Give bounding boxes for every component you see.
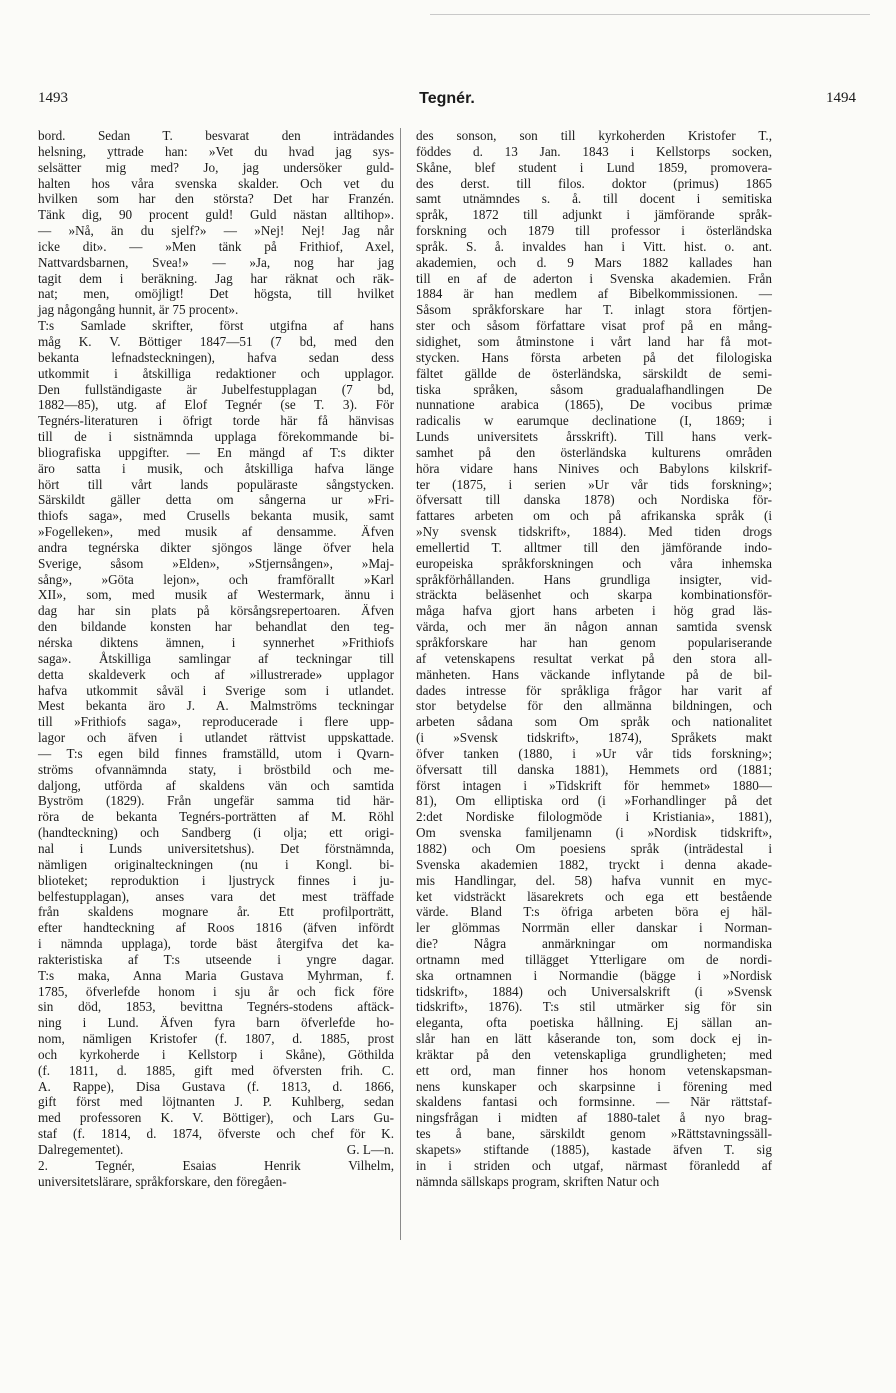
- text-line: röra de bekanta Tegnérs-porträtten af M. Röhl: [38, 809, 394, 825]
- text-line: måga hafva gjort hans arbeten i hög grad läs-: [416, 603, 772, 619]
- text-line: språkförhållanden. Hans grundliga insigter, vid-: [416, 571, 772, 587]
- text-line: sin död, 1853, bevittna Tegnérs-stodens aftäck-: [38, 999, 394, 1015]
- text-line: T:s maka, Anna Maria Gustava Myhrman, f.: [38, 967, 394, 983]
- text-line: staf (f. 1814, d. 1874, öfverste och chef för K.: [38, 1126, 394, 1142]
- text-line: värde. Bland T:s öfriga arbeten böra ej häl-: [416, 904, 772, 920]
- text-line: fältet gällde de österländska, särskildt de semi-: [416, 365, 772, 381]
- text-line: arbeten sådana som Om språk och nationalitet: [416, 714, 772, 730]
- text-line: Såsom språkforskare har T. inlagt stora förtjen-: [416, 302, 772, 318]
- text-line: nunnatione arabica (1865), De vocibus primæ: [416, 397, 772, 413]
- text-line: till de i sistnämnda upplaga förekommande bi-: [38, 429, 394, 445]
- text-line: öfversatt till danska 1881), Hemmets ord (1881;: [416, 761, 772, 777]
- text-line: i nämnda upplaga), torde bäst återgifva det ka-: [38, 936, 394, 952]
- text-line: rakteristiska af T:s utseende i yngre dagar.: [38, 951, 394, 967]
- text-line: mis Handlingar, del. 58) hafva vunnit en myc-: [416, 872, 772, 888]
- text-line: skaldens fantasi och formsinne. — När rättstaf-: [416, 1094, 772, 1110]
- text-line: språkforskare har han genom populariserande: [416, 635, 772, 650]
- text-line: thiofs saga», med Crusells bekanta musik, samt: [38, 508, 394, 524]
- text-line: Den fullständigaste är Jubelfestupplagan (7 bd,: [38, 381, 394, 397]
- text-line: 1785, öfverlefde honom i sju år och fick före: [38, 983, 394, 999]
- text-line: och kyrkoherde i Kellstorp i Skåne), Göthilda: [38, 1046, 394, 1062]
- text-line: utkommit i åtskilliga redaktioner och upplagor.: [38, 365, 394, 381]
- text-line: Om svenska familjenamn (i »Nordisk tidskrift»,: [416, 825, 772, 841]
- text-line: Nattvardsbarnen, Svea!» — »Ja, nog har jag: [38, 254, 394, 270]
- text-line: XII», som, med musik af Westermark, ännu i: [38, 587, 394, 603]
- text-line: Mest bekanta äro J. A. Malmströms teckningar: [38, 698, 394, 714]
- text-line: Skåne, blef student i Lund 1859, promovera-: [416, 159, 772, 175]
- text-line: Tegnérs-literaturen i öfrigt torde här få hänvisas: [38, 413, 394, 429]
- text-line: stor betydelse för den allmänna bildningen, och: [416, 698, 772, 714]
- text-line: stycken. Hans första arbeten på det filologiska: [416, 349, 772, 365]
- text-line: nérska diktens ämnen, i synnerhet »Frithiofs: [38, 635, 394, 650]
- text-line: »Ny svensk tidskrift», 1884). Med tiden drogs: [416, 524, 772, 540]
- text-line: ströms ofvannämnda staty, i bröstbild och me-: [38, 761, 394, 777]
- text-line: sång», »Göta lejon», och framförallt »Karl: [38, 571, 394, 587]
- text-line: »Fogelleken», med musik af densamme. Äfven: [38, 524, 394, 540]
- text-line: ning i Lund. Äfven fyra barn öfverlefde ho-: [38, 1015, 394, 1031]
- text-line: halten hos våra svenska skalder. Och vet du: [38, 175, 394, 191]
- text-line: öfversatt till danska 1878) och Nordiska för-: [416, 492, 772, 508]
- text-line: höra vidare hans Ninives och Babylons kilskrif-: [416, 460, 772, 476]
- text-line: ler glömmas Norrmän eller danskar i Norman-: [416, 920, 772, 936]
- text-line: tidskrift», 1876). T:s stil utmärker sig för sin: [416, 999, 772, 1015]
- text-line: nom, nämligen Kristofer (f. 1807, d. 1885, prost: [38, 1031, 394, 1047]
- text-line: Byström (1829). Från ungefär samma tid här-: [38, 793, 394, 809]
- text-line: språk, 1872 till adjunkt i jämförande språk-: [416, 207, 772, 223]
- text-line: universitetslärare, språkforskare, den föregåen-: [38, 1173, 287, 1189]
- text-line: ningsfrågan i midten af 1880-talet å nyo brag-: [416, 1110, 772, 1126]
- text-line: in i striden och utgaf, närmast föranledd af: [416, 1157, 772, 1173]
- text-line: dades intresse för språkliga frågor har varit af: [416, 682, 772, 698]
- text-line: nämligen originalteckningen (nu i Kongl. bi-: [38, 856, 394, 872]
- text-line: Särskildt gäller detta om sångerna ur »Fri-: [38, 492, 394, 508]
- text-line: die? Några anmärkningar om normandiska: [416, 936, 772, 952]
- text-line: ortnamn med tillägget Ytterligare om de nordi-: [416, 951, 772, 967]
- text-line: den bildande konsten har behandlat den teg-: [38, 619, 394, 635]
- text-line: 81), Om elliptiska ord (i »Forhandlinger på det: [416, 793, 772, 809]
- text-line: T:s Samlade skrifter, först utgifna af hans: [38, 318, 394, 334]
- text-line: samt utnämndes s. å. till docent i semitiska: [416, 191, 772, 207]
- text-line: hört till vårt lands populäraste sångstycken.: [38, 476, 394, 492]
- text-line: europeiska språkforskningen och våra inhemska: [416, 555, 772, 571]
- text-line: måg K. V. Böttiger 1847—51 (7 bd, med den: [38, 333, 394, 349]
- text-line: till en af de aderton i Svenska akademien. Från: [416, 270, 772, 286]
- text-line: 2:det Nordiske filologmöde i Kristiania», 1881),: [416, 809, 772, 825]
- text-line: med professoren K. V. Böttiger), och Lars Gu-: [38, 1110, 394, 1126]
- page-number-right: 1494: [826, 90, 856, 106]
- text-line: akademien, och d. 9 Mars 1882 kallades han: [416, 254, 772, 270]
- text-line: sidighet, som åtminstone i vårt land har få mot-: [416, 333, 772, 349]
- page-number-left: 1493: [38, 90, 68, 106]
- text-line: gift först med löjtnanten J. P. Kuhlberg, sedan: [38, 1094, 394, 1110]
- text-line: 1884 är han medlem af Bibelkommissionen. —: [416, 286, 772, 302]
- text-line: nal i Lunds universitetshus). Det förstnämnda,: [38, 840, 394, 856]
- text-line: (handteckning) och Sandberg (i olja; ett origi-: [38, 825, 394, 841]
- text-line: ett ord, man finner hos honom vetenskapsman-: [416, 1062, 772, 1078]
- text-line: forskning och 1879 till professor i österländska: [416, 223, 772, 239]
- text-line: till »Frithiofs saga», reproducerade i flere upp-: [38, 714, 394, 730]
- author-signature: G. L—n.: [346, 1142, 394, 1157]
- text-line: — »Nå, än du sjelf?» — »Nej! Nej! Jag når: [38, 223, 394, 239]
- text-line: 1882—85), utg. af Elof Tegnér (se T. 3). För: [38, 397, 394, 413]
- text-line: samhet på den österländska kulturens områden: [416, 444, 772, 460]
- text-line: öfver tanken (1880, i »Ur vår tids forskning»;: [416, 745, 772, 761]
- text-line: andra tegnérska dikter sjöngos länge öfver hela: [38, 539, 394, 555]
- text-line: ket vidsträckt läsarekrets och ega ett bestående: [416, 888, 772, 904]
- text-line: Sverige, såsom »Elden», »Stjernsången», »Maj-: [38, 555, 394, 571]
- text-line: Tänk dig, 90 procent guld! Guld nästan alltihop».: [38, 207, 394, 223]
- text-line: bekanta lefnadsteckningen), hafva sedan dess: [38, 349, 394, 365]
- text-line: tagit dem i beräkning. Jag har räknat och räk-: [38, 270, 394, 286]
- text-line: kräktar på den vetenskapliga grundligheten; med: [416, 1046, 772, 1062]
- text-line: A. Rappe), Disa Gustava (f. 1813, d. 1866,: [38, 1078, 394, 1094]
- text-line: belfestupplagan), anses vara det mest träffade: [38, 888, 394, 904]
- text-line: emellertid T. alltmer till den jämförande indo-: [416, 539, 772, 555]
- text-line: mänheten. Hans väckande inflytande på de bil-: [416, 666, 772, 682]
- text-line: icke dit». — »Men tänk på Frithiof, Axel,: [38, 238, 394, 254]
- text-line: från skaldens mognare år. Ett profilporträtt,: [38, 904, 394, 920]
- text-line: nat; men, omöjligt! Det högsta, till hvilket: [38, 286, 394, 302]
- text-line: äro satta i musik, och åtskilliga hafva länge: [38, 460, 394, 476]
- text-line: saga». Åtskilliga samlingar af teckningar till: [38, 650, 394, 666]
- text-line: efter handteckning af Roos 1816 (äfven infördt: [38, 920, 394, 936]
- text-line: Lunds universitets årsskrift). Till hans verk-: [416, 429, 772, 445]
- text-line: des sonson, son till kyrkoherden Kristofer T.,: [416, 128, 772, 143]
- text-line: språk. S. å. invaldes han i Vitt. hist. o. ant.: [416, 238, 772, 254]
- text-line: 2. Tegnér, Esaias Henrik Vilhelm,: [38, 1157, 394, 1173]
- text-line: ska ortnamnen i Normandie (bägge i »Nordisk: [416, 967, 772, 983]
- text-line: — T:s egen bild finnes framställd, utom i Qvarn-: [38, 745, 394, 761]
- text-line: bliografiska uppgifter. — En mängd af T:s dikter: [38, 444, 394, 460]
- text-line: tiska språken, såsom gradualafhandlingen De: [416, 381, 772, 397]
- text-line: selsätter mig med? Jo, jag undersöker guld-: [38, 159, 394, 175]
- text-line: detta skaldeverk och af »illustrerade» upplagor: [38, 666, 394, 682]
- text-line: daljong, utförda af skaldens vän och samtida: [38, 777, 394, 793]
- text-line: jag någongång hunnit, är 75 procent».: [38, 302, 239, 318]
- text-line: dag har sin plats på körsångsrepertoaren. Äfven: [38, 603, 394, 619]
- text-line: Dalregementet). G. L—n.: [38, 1142, 394, 1157]
- text-line: ter (1875, i serien »Ur vår tids forskning»;: [416, 476, 772, 492]
- text-line: fattares arbeten om och på afrikanska språk (i: [416, 508, 772, 524]
- page-header: [38, 90, 856, 112]
- text-line: nämnda sällskaps program, skriften Natur och: [416, 1173, 660, 1189]
- running-title: Tegnér.: [419, 90, 475, 107]
- text-line: 1882) och Om poesiens språk (inträdestal i: [416, 840, 772, 856]
- text-line: hafva utkommit såväl i Sverige som i utlandet.: [38, 682, 394, 698]
- text-line: nens kunskaper och skarpsinne i förening med: [416, 1078, 772, 1094]
- text-line: värda, och mer än någon annan samtida svensk: [416, 619, 772, 635]
- text-line: sträckta beläsenhet och skarpa kombinationsför-: [416, 587, 772, 603]
- text-line: föddes d. 13 Jan. 1843 i Kellstorps socken,: [416, 143, 772, 159]
- text-line: först intagen i »Tidskrift för hemmet» 1880—: [416, 777, 772, 793]
- text-line: lagor och äfven i utlandet rättvist uppskattade.: [38, 730, 394, 746]
- text-line: ster och såsom författare visat prof på en mång-: [416, 318, 772, 334]
- text-line: helsning, yttrade han: »Vet du hvad jag sys-: [38, 143, 394, 159]
- text-line: bord. Sedan T. besvarat den inträdandes: [38, 128, 394, 143]
- text-line: af vetenskapens resultat verkat på den stora all-: [416, 650, 772, 666]
- text-line: blioteket; reproduktion i ljustryck finnes i ju-: [38, 872, 394, 888]
- text-line: slår han en lätt kåserande ton, som dock ej in-: [416, 1031, 772, 1047]
- scan-edge-line: [430, 14, 870, 15]
- text-line: Svenska akademien 1882, tryckt i denna akade-: [416, 856, 772, 872]
- text-line: hvilken som har den största? Det har Franzén.: [38, 191, 394, 207]
- left-column: [38, 128, 394, 1190]
- column-divider: [400, 128, 401, 1240]
- right-column: [416, 128, 772, 1190]
- text-line: radicalis w earumque declinatione (I, 1869; i: [416, 413, 772, 429]
- text-line: tes å bane, särskildt genom »Rättstavningssäll-: [416, 1126, 772, 1142]
- text-line: (f. 1811, d. 1885, gift med öfversten frih. C.: [38, 1062, 394, 1078]
- text-line: (i »Svensk tidskrift», 1874), Språkets makt: [416, 730, 772, 746]
- text-line: eleganta, ofta poetiska hållning. Ej sällan an-: [416, 1015, 772, 1031]
- text-line: tidskrift», 1884) och Universalskrift (i »Svensk: [416, 983, 772, 999]
- text-line: skapets» stiftande (1885), kastade äfven T. sig: [416, 1142, 772, 1157]
- text-line: des derst. till filos. doktor (primus) 1865: [416, 175, 772, 191]
